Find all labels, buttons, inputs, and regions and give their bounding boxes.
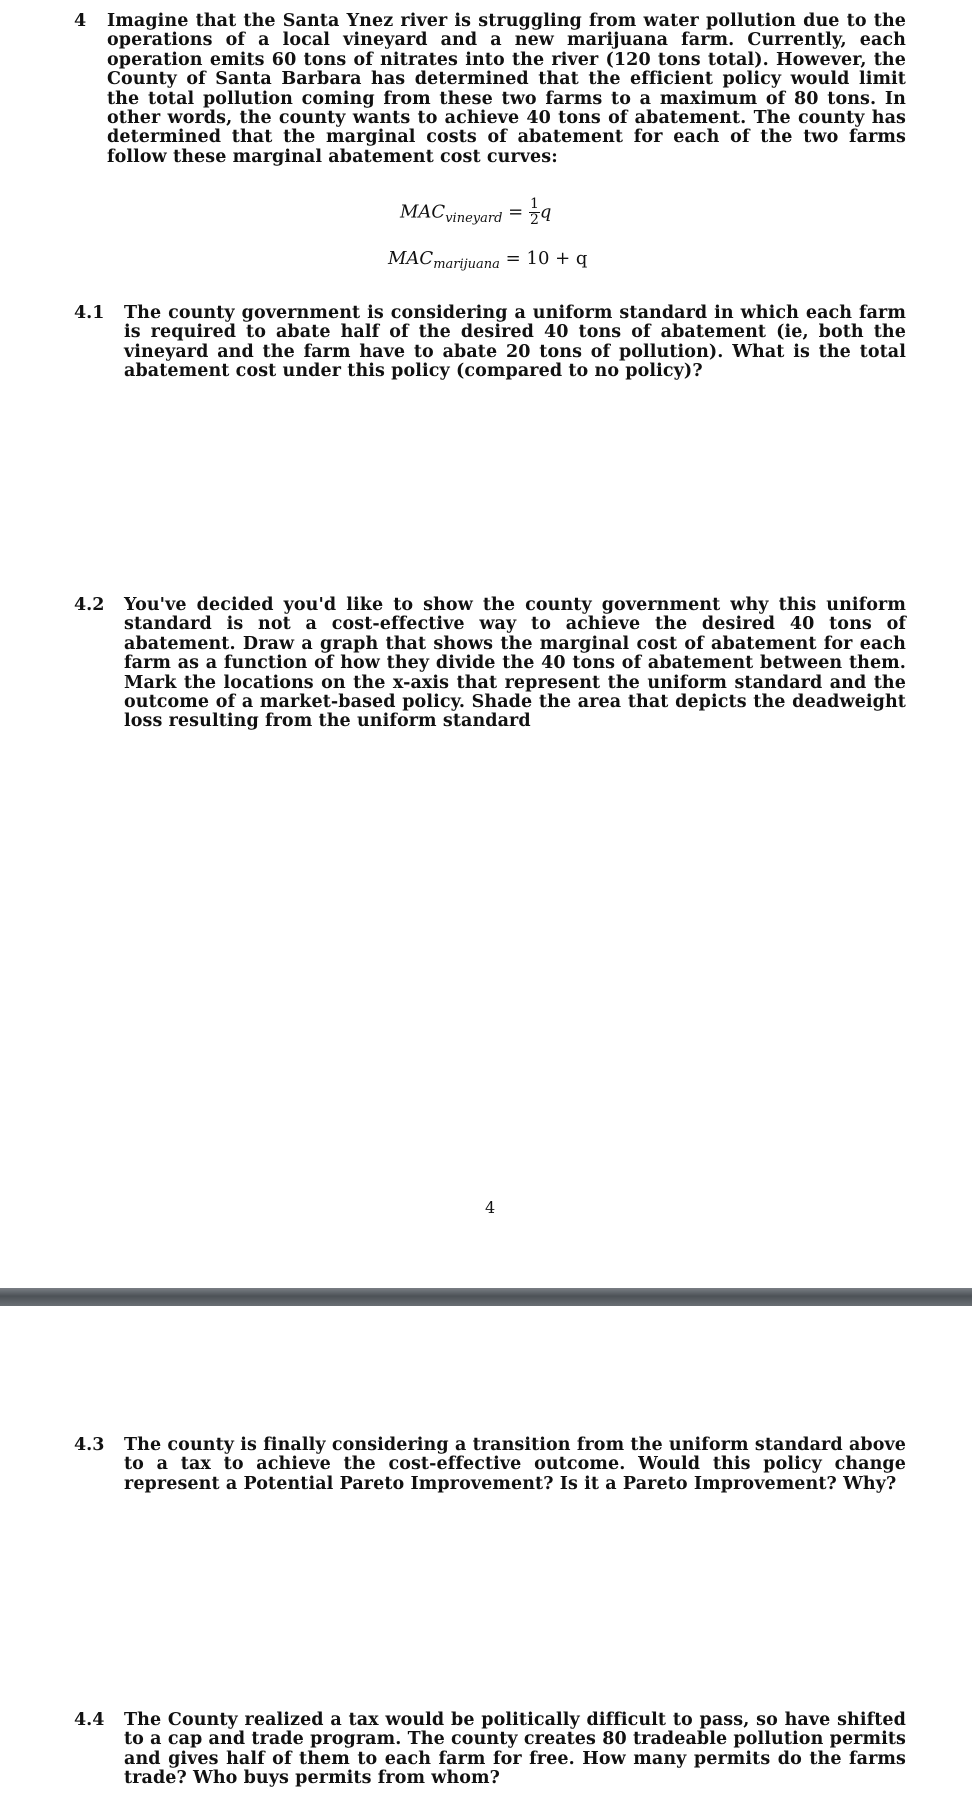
question-4-3-number: 4.3 — [74, 1435, 105, 1455]
question-4-4-number: 4.4 — [74, 1710, 105, 1730]
question-4-4-text: The County realized a tax would be politically difficult to pass, so have shifted to a cap and trade program. The county creates 80 tradeable pollution permits and gives half of them to each farm for free. How many permits do the farms trade? Who buys permits from whom? — [124, 1710, 906, 1789]
question-4-2-text: You've decided you'd like to show the county government why this uniform standard is not a cost-effective way to achieve the desired 40 tons of abatement. Draw a graph that shows the marginal cost of abatement for each farm as a function of how they divide the 40 tons of abatement between them. Mark the locations on the x-axis that represent the uniform standard and the outcome of a market-based policy. Shade the area that depicts the deadweight loss resulting from the uniform standard — [124, 595, 906, 732]
page-5 — [0, 1306, 972, 1812]
question-4-text: Imagine that the Santa Ynez river is struggling from water pollution due to the operations of a local vineyard and a new marijuana farm. Currently, each operation emits 60 tons of nitrates into the river (120 tons total). However, the County of Santa Barbara has determined that the efficient policy would limit the total pollution coming from these two farms to a maximum of 80 tons. In other words, the county wants to achieve 40 tons of abatement. The county has determined that the marginal costs of abatement for each of the two farms follow these marginal abatement cost curves: — [107, 11, 906, 167]
page-separator — [0, 1288, 972, 1306]
equation-mac-marijuana: $MAC_{marijuana} = 10 + q$ — [388, 248, 588, 272]
page-number: 4 — [485, 1198, 496, 1217]
question-4-2-number: 4.2 — [74, 595, 105, 615]
fraction-one-half: $\frac{1}{2}$ — [529, 196, 539, 228]
question-4-1-text: The county government is considering a uniform standard in which each farm is required to abate half of the desired 40 tons of abatement (ie, both the vineyard and the farm have to abate 20 tons of pollution). What is the total abatement cost under this policy (compared to no policy)? — [124, 303, 906, 382]
equation-mac-vineyard: $MAC_{vineyard}$ = $\frac{1}{2}$ q — [400, 196, 552, 228]
question-4-1-number: 4.1 — [74, 303, 105, 323]
question-4-number: 4 — [74, 11, 87, 31]
question-4-3-text: The county is finally considering a transition from the uniform standard above to a tax to achieve the cost-effective outcome. Would this policy change represent a Potential Pareto Improvement? Is it a Pareto Improvement? Why? — [124, 1435, 906, 1494]
